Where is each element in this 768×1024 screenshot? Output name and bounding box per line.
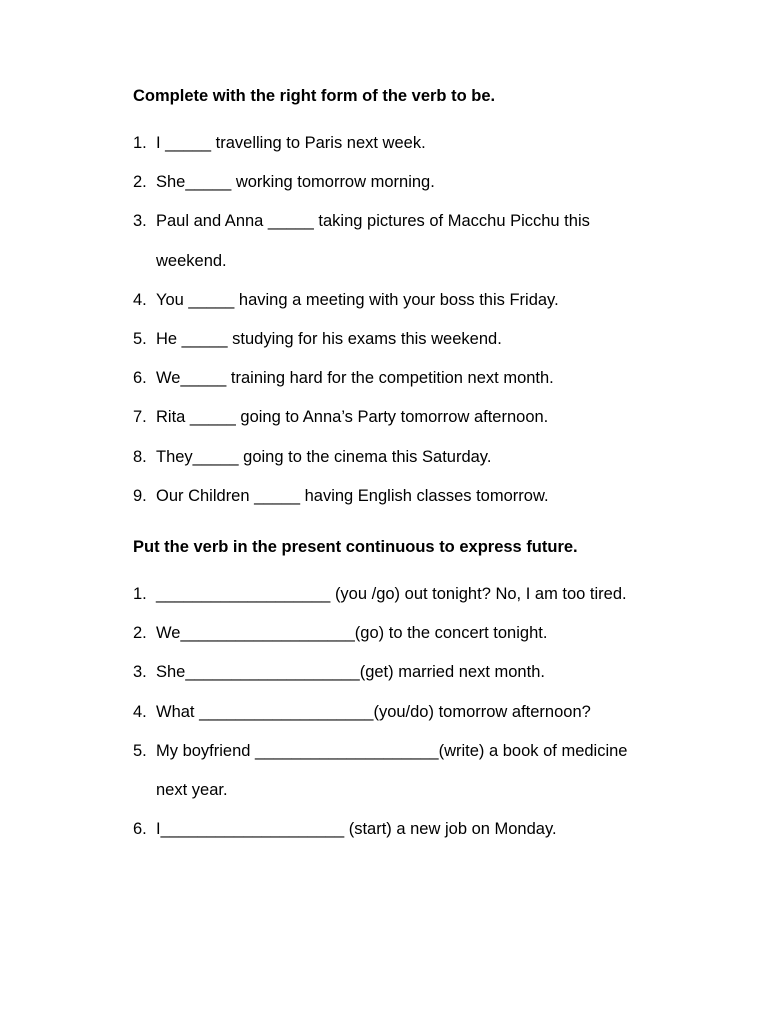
- item-number: 1.: [133, 585, 147, 603]
- item-number: 3.: [133, 212, 147, 231]
- list-item: [133, 320, 653, 359]
- item-number: 1.: [133, 134, 147, 152]
- list-item: [133, 398, 653, 437]
- list-item: [133, 124, 653, 163]
- item-text: We_____ training hard for the competition next month.: [156, 369, 554, 388]
- item-text: He _____ studying for his exams this weekend.: [156, 330, 502, 349]
- item-text: She___________________(get) married next month.: [156, 663, 545, 682]
- item-text: I____________________ (start) a new job on Monday.: [156, 820, 557, 839]
- exercise-2-list: [133, 575, 653, 849]
- list-item: [133, 359, 653, 398]
- list-item: [133, 653, 653, 692]
- list-item: [133, 732, 653, 810]
- item-text: Rita _____ going to Anna’s Party tomorrow afternoon.: [156, 408, 549, 427]
- item-text: ___________________ (you /go) out tonight? No, I am too tired.: [156, 585, 627, 603]
- item-number: 2.: [133, 624, 147, 643]
- item-text: They_____ going to the cinema this Saturday.: [156, 447, 492, 466]
- item-text: We___________________(go) to the concert tonight.: [156, 624, 548, 643]
- item-text: I _____ travelling to Paris next week.: [156, 134, 426, 152]
- item-number: 8.: [133, 447, 147, 466]
- item-number: 4.: [133, 702, 147, 721]
- item-number: 6.: [133, 369, 147, 388]
- list-item: [133, 693, 653, 732]
- item-number: 6.: [133, 820, 147, 839]
- item-number: 7.: [133, 408, 147, 427]
- item-number: 3.: [133, 663, 147, 682]
- list-item: [133, 202, 653, 280]
- item-text: You _____ having a meeting with your boss this Friday.: [156, 290, 559, 309]
- item-text: She_____ working tomorrow morning.: [156, 173, 435, 192]
- list-item: [133, 614, 653, 653]
- item-number: 2.: [133, 173, 147, 192]
- list-item: [133, 575, 653, 614]
- item-number: 9.: [133, 486, 147, 505]
- item-text: My boyfriend ____________________(write) a book of medicine next year.: [156, 741, 628, 800]
- item-text: Paul and Anna _____ taking pictures of Macchu Picchu this weekend.: [156, 212, 590, 270]
- list-item: [133, 477, 653, 516]
- exercise-1: [133, 85, 653, 516]
- item-number: 5.: [133, 741, 147, 760]
- item-number: 5.: [133, 330, 147, 349]
- item-text: Our Children _____ having English classes tomorrow.: [156, 486, 549, 505]
- list-item: [133, 163, 653, 202]
- item-text: What ___________________(you/do) tomorrow afternoon?: [156, 702, 591, 721]
- list-item: [133, 281, 653, 320]
- exercise-2: [133, 536, 653, 849]
- item-number: 4.: [133, 290, 147, 309]
- exercise-1-list: [133, 124, 653, 516]
- list-item: [133, 810, 653, 849]
- list-item: [133, 438, 653, 477]
- exercise-2-title: Put the verb in the present continuous to express future.: [133, 538, 578, 556]
- exercise-1-title: Complete with the right form of the verb to be.: [133, 87, 496, 105]
